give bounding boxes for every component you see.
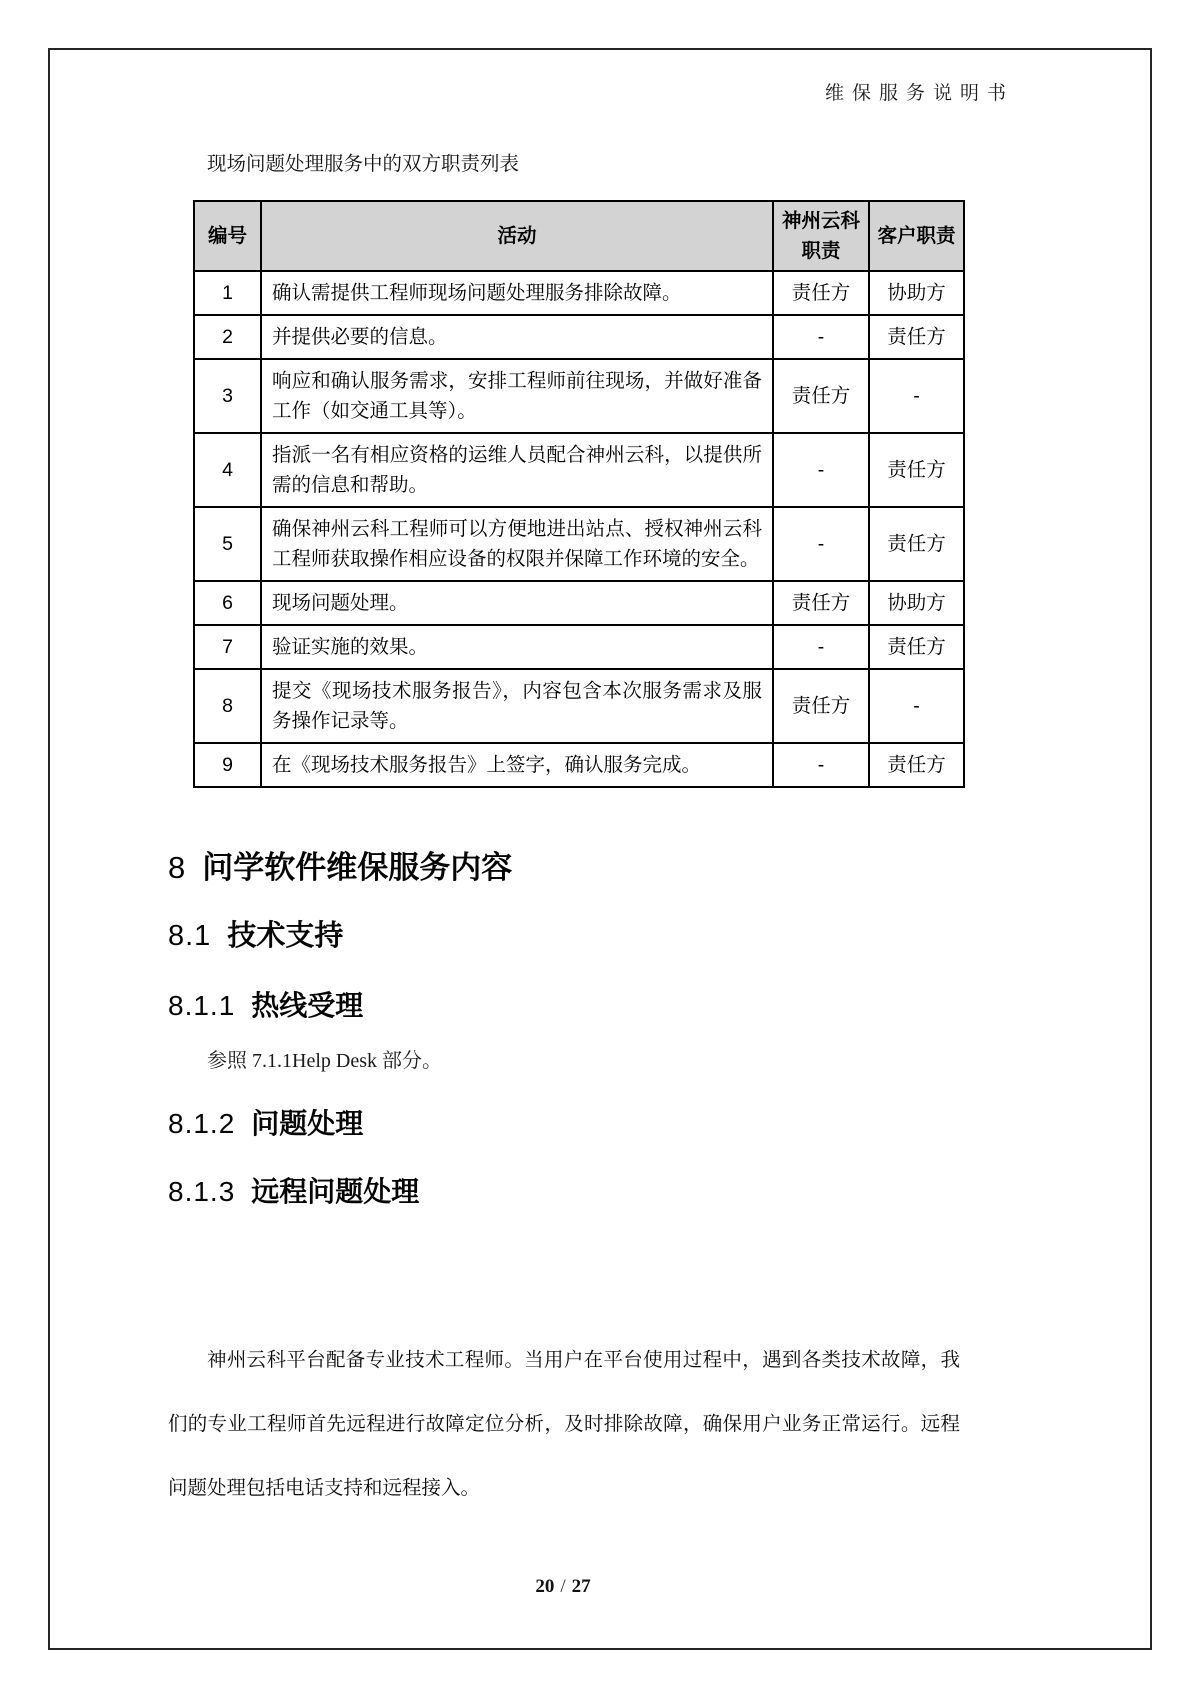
row-number-cell: 5 (194, 507, 261, 581)
vendor-role-cell: - (773, 625, 869, 669)
customer-role-cell: 责任方 (869, 433, 964, 507)
customer-role-cell: 协助方 (869, 271, 964, 315)
customer-role-cell: 责任方 (869, 315, 964, 359)
responsibility-table (193, 200, 965, 788)
reference-paragraph: 参照 7.1.1Help Desk 部分。 (207, 1050, 442, 1072)
section-title: 问题处理 (251, 1108, 364, 1139)
activity-cell: 指派一名有相应资格的运维人员配合神州云科，以提供所需的信息和帮助。 (261, 433, 773, 507)
customer-role-cell: - (869, 669, 964, 743)
responsibility-table-body (194, 271, 964, 787)
section-number: 8.1.1 (168, 990, 236, 1021)
vendor-role-cell: - (773, 433, 869, 507)
column-header-customer-role: 客户职责 (869, 201, 964, 271)
table-row (194, 315, 964, 359)
vendor-role-cell: 责任方 (773, 669, 869, 743)
row-number-cell: 1 (194, 271, 261, 315)
column-header-activity: 活动 (261, 201, 773, 271)
section-heading-8-1-2 (168, 1102, 363, 1142)
activity-cell: 在《现场技术服务报告》上签字，确认服务完成。 (261, 743, 773, 787)
table-row (194, 581, 964, 625)
section-number: 8.1.2 (168, 1108, 236, 1139)
activity-cell: 确认需提供工程师现场问题处理服务排除故障。 (261, 271, 773, 315)
customer-role-cell: 责任方 (869, 743, 964, 787)
footer-separator: / (560, 1576, 566, 1597)
table-row (194, 433, 964, 507)
section-title: 远程问题处理 (251, 1176, 420, 1207)
vendor-role-cell: 责任方 (773, 271, 869, 315)
vendor-role-cell: 责任方 (773, 581, 869, 625)
table-row (194, 359, 964, 433)
section-heading-8-1 (168, 913, 343, 954)
page-number: 20 (535, 1576, 555, 1597)
column-header-number: 编号 (194, 201, 261, 271)
section-heading-8-1-1 (168, 984, 363, 1024)
document-header-text: 维保服务说明书 (824, 83, 1014, 104)
vendor-role-cell: 责任方 (773, 359, 869, 433)
row-number-cell: 4 (194, 433, 261, 507)
table-row (194, 743, 964, 787)
table-row (194, 669, 964, 743)
table-header (194, 201, 964, 271)
customer-role-cell: 责任方 (869, 625, 964, 669)
section-number: 8 (168, 850, 187, 885)
row-number-cell: 6 (194, 581, 261, 625)
section-number: 8.1 (168, 920, 212, 952)
customer-role-cell: - (869, 359, 964, 433)
customer-role-cell: 协助方 (869, 581, 964, 625)
page-total: 27 (571, 1576, 591, 1597)
section-heading-8 (168, 842, 512, 887)
body-paragraph: 神州云科平台配备专业技术工程师。当用户在平台使用过程中，遇到各类技术故障，我们的专业工程师首先远程进行故障定位分析，及时排除故障，确保用户业务正常运行。远程问题处理包括电话支持和远程接入。 (168, 1349, 960, 1499)
table-row (194, 271, 964, 315)
section-number: 8.1.3 (168, 1176, 236, 1207)
section-title: 问学软件维保服务内容 (202, 850, 513, 885)
section-title: 技术支持 (227, 920, 344, 952)
row-number-cell: 8 (194, 669, 261, 743)
activity-cell: 确保神州云科工程师可以方便地进出站点、授权神州云科工程师获取操作相应设备的权限并保障工作环境的安全。 (261, 507, 773, 581)
row-number-cell: 2 (194, 315, 261, 359)
section-title: 热线受理 (251, 990, 364, 1021)
column-header-vendor-role: 神州云科职责 (773, 201, 869, 271)
section-heading-8-1-3 (168, 1170, 419, 1210)
vendor-role-cell: - (773, 315, 869, 359)
row-number-cell: 7 (194, 625, 261, 669)
activity-cell: 响应和确认服务需求，安排工程师前往现场，并做好准备工作（如交通工具等）。 (261, 359, 773, 433)
row-number-cell: 9 (194, 743, 261, 787)
vendor-role-cell: - (773, 507, 869, 581)
customer-role-cell: 责任方 (869, 507, 964, 581)
table-row (194, 625, 964, 669)
row-number-cell: 3 (194, 359, 261, 433)
activity-cell: 提交《现场技术服务报告》，内容包含本次服务需求及服务操作记录等。 (261, 669, 773, 743)
table-caption: 现场问题处理服务中的双方职责列表 (207, 153, 520, 175)
vendor-role-cell: - (773, 743, 869, 787)
activity-cell: 并提供必要的信息。 (261, 315, 773, 359)
activity-cell: 现场问题处理。 (261, 581, 773, 625)
table-header-row (194, 201, 964, 271)
table-row (194, 507, 964, 581)
page-footer (0, 1576, 1126, 1598)
activity-cell: 验证实施的效果。 (261, 625, 773, 669)
